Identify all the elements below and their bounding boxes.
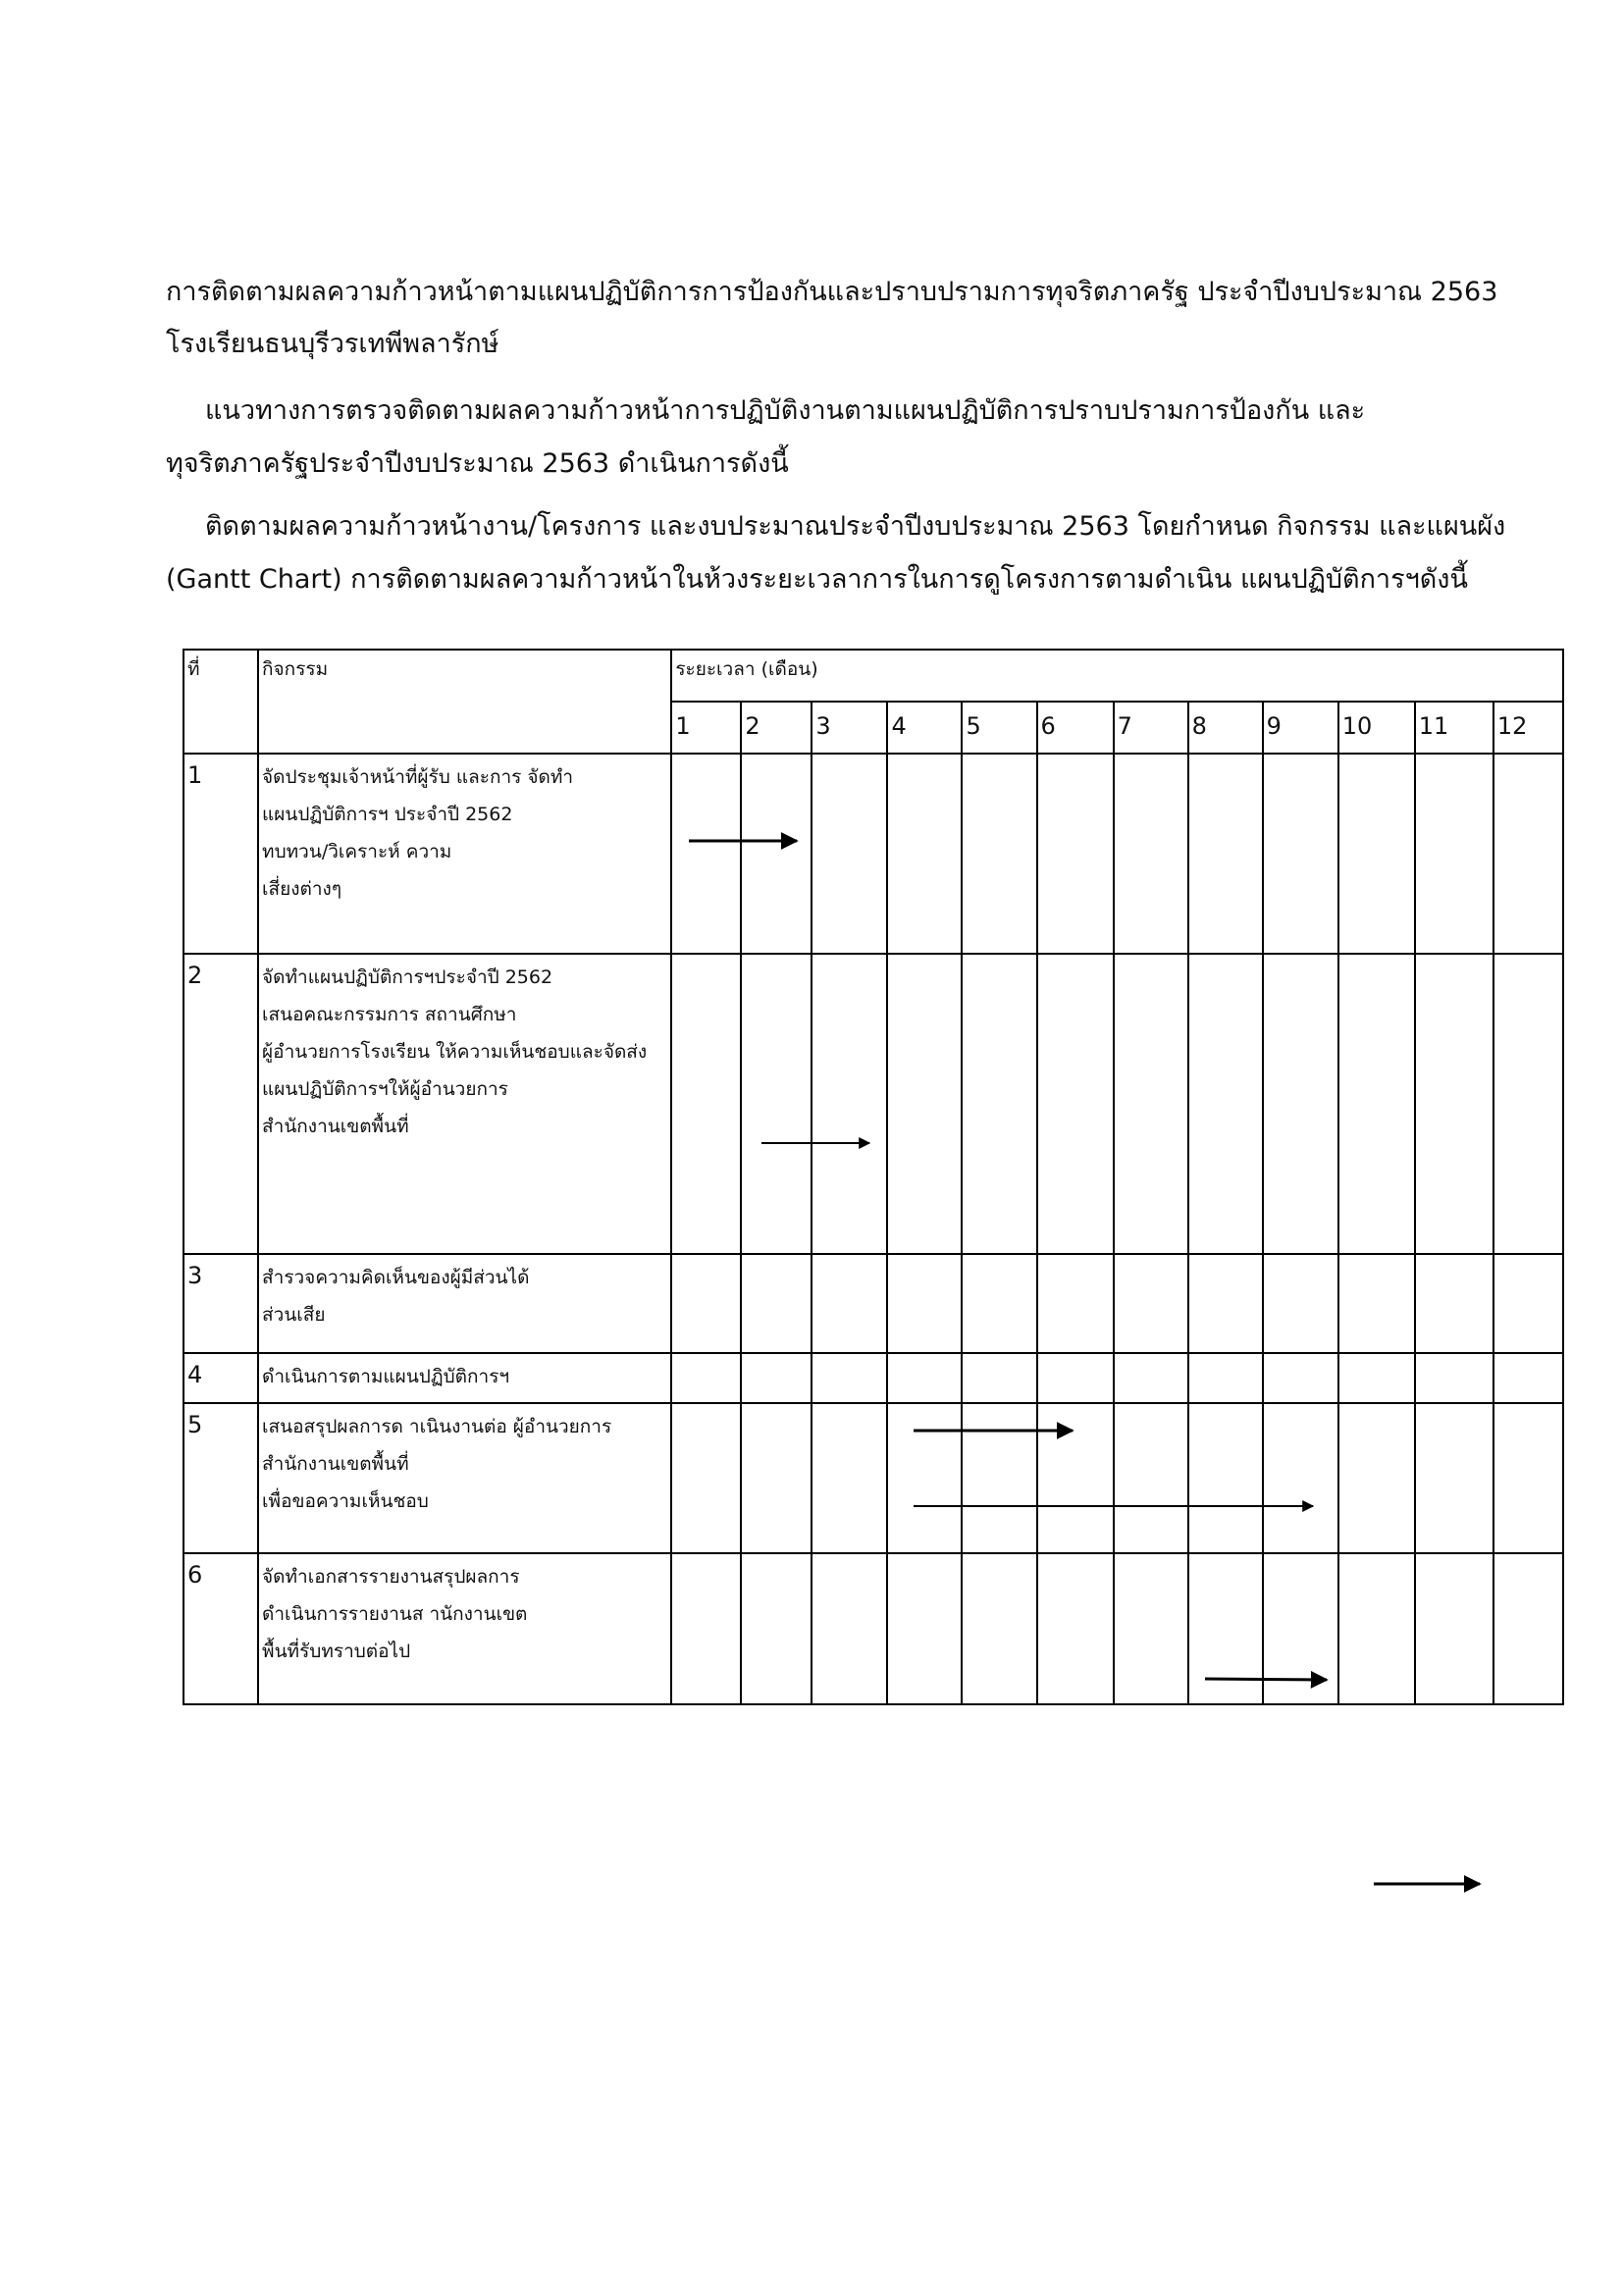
month-cell [1037,1553,1114,1704]
activity-line: สำนักงานเขตพื้นที่ [262,1453,409,1475]
month-cell [1114,754,1188,954]
month-cell [1415,1403,1493,1553]
intro-line-1: การติดตามผลความก้าวหน้าตามแผนปฏิบัติการการป้องกันและปราบปรามการทุจริตภาครัฐ ประจำปีงบประมาณ 2563 [166,277,1498,307]
month-cell [1188,754,1263,954]
month-cell [1338,1553,1415,1704]
month-cell [1415,954,1493,1254]
month-cell [1188,1353,1263,1403]
month-cell [1263,1403,1338,1553]
month-cell [1263,1353,1338,1403]
month-header: 1 [671,702,741,754]
intro-line-3: แนวทางการตรวจติดตามผลความก้าวหน้าการปฏิบัติงานตามแผนปฏิบัติการปราบปรามการป้องกัน และ [205,395,1366,426]
activity-cell [258,1353,671,1403]
month-cell [887,1403,962,1553]
activity-line: เสนอคณะกรรมการ สถานศึกษา [262,1004,517,1025]
month-cell [812,954,887,1254]
month-cell [741,754,812,954]
activity-line: ดำเนินการตามแผนปฏิบัติการฯ [262,1366,510,1387]
month-cell [887,754,962,954]
month-cell [741,1353,812,1403]
month-cell [1338,1353,1415,1403]
month-header: 5 [962,702,1036,754]
intro-line-5: ติดตามผลความก้าวหน้างาน/โครงการ และงบประมาณประจำปีงบประมาณ 2563 โดยกำหนด กิจกรรม และแผนผัง [205,511,1506,542]
header-period: ระยะเวลา (เดือน) [671,650,1563,702]
row-number: 3 [183,1254,258,1353]
month-cell [1493,1403,1563,1553]
activity-line: พื้นที่รับทราบต่อไป [262,1641,411,1662]
activity-line: ดำเนินการรายงานส านักงานเขต [262,1603,528,1625]
month-cell [1415,1254,1493,1353]
month-cell [1415,1353,1493,1403]
month-header: 12 [1493,702,1563,754]
intro-line-4: ทุจริตภาครัฐประจำปีงบประมาณ 2563 ดำเนินการดังนี้ [166,448,789,479]
month-cell [1188,1254,1263,1353]
month-cell [1263,1254,1338,1353]
activity-line: เสนอสรุปผลการด าเนินงานต่อ ผู้อำนวยการ [262,1416,612,1437]
activity-line: เพื่อขอความเห็นชอบ [262,1490,429,1512]
month-cell [1188,1403,1263,1553]
month-cell [887,1254,962,1353]
month-header: 10 [1338,702,1415,754]
month-cell [1037,954,1114,1254]
row-number: 4 [183,1353,258,1403]
month-cell [1338,1403,1415,1553]
table-row [183,1254,1563,1353]
activity-cell [258,1403,671,1553]
month-cell [962,1403,1036,1553]
activity-line: จัดทำแผนปฏิบัติการฯประจำปี 2562 [262,966,553,988]
table-row [183,754,1563,954]
month-cell [1037,754,1114,954]
month-cell [1493,754,1563,954]
month-cell [962,1553,1036,1704]
month-cell [812,1254,887,1353]
month-cell [671,1254,741,1353]
activity-cell [258,1254,671,1353]
month-header: 11 [1415,702,1493,754]
activity-line: ผู้อำนวยการโรงเรียน ให้ความเห็นชอบและจัดส่ง [262,1041,648,1063]
month-cell [812,1553,887,1704]
month-cell [962,954,1036,1254]
month-cell [671,1403,741,1553]
activity-cell [258,954,671,1254]
activity-cell [258,1553,671,1704]
activity-line: ทบทวน/วิเคราะห์ ความ [262,841,452,862]
intro-line-2: โรงเรียนธนบุรีวรเทพีพลารักษ์ [166,329,499,359]
month-cell [671,754,741,954]
table-row [183,954,1563,1254]
month-header: 9 [1263,702,1338,754]
month-cell [1263,954,1338,1254]
month-cell [741,1553,812,1704]
month-cell [1114,1403,1188,1553]
table-row [183,1553,1563,1704]
activity-line: สำรวจความคิดเห็นของผู้มีส่วนได้ [262,1267,530,1288]
activity-line: สำนักงานเขตพื้นที่ [262,1116,409,1137]
month-cell [741,954,812,1254]
month-header: 2 [741,702,812,754]
gantt-table [183,649,1564,1705]
month-cell [1188,1553,1263,1704]
month-cell [1188,954,1263,1254]
month-cell [1114,1254,1188,1353]
month-cell [962,1353,1036,1403]
month-cell [1037,1254,1114,1353]
month-cell [1415,754,1493,954]
month-cell [1263,1553,1338,1704]
month-cell [1493,1553,1563,1704]
month-header: 3 [812,702,887,754]
activity-line: จัดทำเอกสารรายงานสรุปผลการ [262,1566,520,1588]
month-header: 4 [887,702,962,754]
month-cell [887,1553,962,1704]
month-cell [1338,954,1415,1254]
row-number: 6 [183,1553,258,1704]
table-row [183,1353,1563,1403]
month-cell [1037,1353,1114,1403]
month-header: 8 [1188,702,1263,754]
month-cell [1037,1403,1114,1553]
month-cell [962,1254,1036,1353]
activity-line: เสี่ยงต่างๆ [262,878,342,900]
month-cell [1114,1553,1188,1704]
month-cell [887,954,962,1254]
month-cell [887,1353,962,1403]
header-activity: กิจกรรม [258,650,671,754]
month-cell [1114,954,1188,1254]
month-cell [962,754,1036,954]
month-cell [1415,1553,1493,1704]
month-cell [671,1353,741,1403]
month-cell [1114,1353,1188,1403]
month-cell [1493,1353,1563,1403]
month-cell [812,1403,887,1553]
activity-line: จัดประชุมเจ้าหน้าที่ผู้รับ และการ จัดทำ [262,766,574,788]
month-cell [1338,1254,1415,1353]
month-cell [1493,954,1563,1254]
intro-line-6: (Gantt Chart) การติดตามผลความก้าวหน้าในห้วงระยะเวลาการในการดูโครงการตามดำเนิน แผนปฏิบัติการฯดังนี้ [166,564,1468,595]
month-cell [1493,1254,1563,1353]
month-cell [671,1553,741,1704]
row-number: 5 [183,1403,258,1553]
row-number: 2 [183,954,258,1254]
month-cell [812,754,887,954]
month-cell [812,1353,887,1403]
header-no: ที่ [183,650,258,754]
activity-cell [258,754,671,954]
month-header: 6 [1037,702,1114,754]
month-header: 7 [1114,702,1188,754]
month-cell [741,1254,812,1353]
month-cell [1338,754,1415,954]
activity-line: ส่วนเสีย [262,1304,326,1326]
row-number: 1 [183,754,258,954]
month-cell [671,954,741,1254]
month-cell [1263,754,1338,954]
activity-line: แผนปฏิบัติการฯให้ผู้อำนวยการ [262,1078,508,1100]
activity-line: แผนปฏิบัติการฯ ประจำปี 2562 [262,804,513,825]
month-cell [741,1403,812,1553]
table-row [183,1403,1563,1553]
